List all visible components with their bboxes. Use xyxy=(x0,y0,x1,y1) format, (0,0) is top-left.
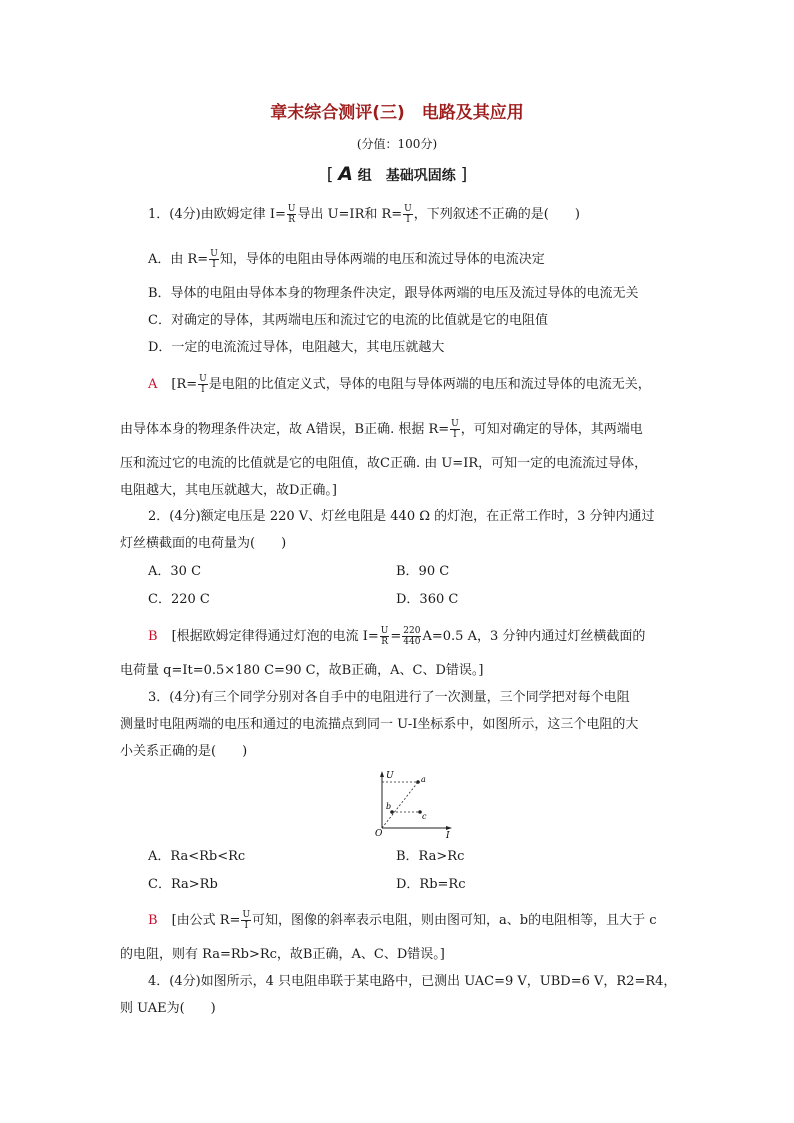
q3-explanation-line2: 的电阻，则有 Ra=Rb>Rc，故B正确，A、C、D错误。] xyxy=(120,947,445,962)
q3-option-d: D．Rb=Rc xyxy=(396,877,466,892)
point-b-label: b xyxy=(386,802,392,811)
fraction-u-over-r: $\frac{U}{R}$ xyxy=(287,204,296,225)
q3-option-c: C．Ra>Rb xyxy=(148,877,218,892)
section-heading xyxy=(0,163,794,185)
q2-stem-line2: 灯丝横截面的电荷量为( ) xyxy=(120,536,287,551)
q1-answer: A xyxy=(148,377,158,392)
q3-option-a: A．Ra<Rb<Rc xyxy=(148,849,246,864)
q2-explanation-line2: 电荷量 q=It=0.5×180 C=90 C，故B正确，A、C、D错误。] xyxy=(120,663,484,678)
fraction-u-over-i: $\frac{U}{I}$ xyxy=(451,419,459,440)
u-axis-label: U xyxy=(386,771,394,781)
q3-stem-line3: 小关系正确的是( ) xyxy=(120,744,248,759)
i-axis-label: I xyxy=(446,831,450,838)
q2-option-d: D．360 C xyxy=(396,592,459,607)
fraction-u-over-i: $\frac{U}{I}$ xyxy=(242,910,251,931)
q1-explanation-line3: 压和流过它的电流的比值就是它的电阻值，故C正确. 由 U=IR，可知一定的电流流过导体， xyxy=(120,456,648,471)
page-title: 章末综合测评(三) 电路及其应用 xyxy=(270,103,524,123)
ui-graph xyxy=(368,768,458,838)
q3-stem-line1: 3．(4分)有三个同学分别对各自手中的电阻进行了一次测量，三个同学把对每个电阻 xyxy=(148,690,630,705)
q1-explanation-line2: 由导体本身的物理条件决定，故 A错误，B正确. 根据 R= $\frac{U}{I}$ ，可知对确定的导体，其两端电 xyxy=(120,419,643,440)
q2-stem-line1: 2．(4分)额定电压是 220 V、灯丝电阻是 440 Ω 的灯泡，在正常工作时，3 分钟内通过 xyxy=(148,509,655,524)
q1-explanation-line1: A [R= $\frac{U}{I}$ 是电阻的比值定义式，导体的电阻与导体两端的电压和流过导体的电流无关， xyxy=(148,374,651,395)
u-axis-arrow xyxy=(380,771,384,777)
point-c-label: c xyxy=(422,812,427,821)
q3-explanation-line1: B [由公式 R= $\frac{U}{I}$ 可知，图像的斜率表示电阻，则由图可知，a、b的电阻相等，且大于 c xyxy=(148,910,657,931)
q1-option-b: B．导体的电阻由导体本身的物理条件决定，跟导体两端的电压及流过导体的电流无关 xyxy=(148,286,639,301)
origin-label: O xyxy=(375,829,383,838)
q2-option-b: B．90 C xyxy=(396,564,450,579)
q2-explanation-line1: B [根据欧姆定律得通过灯泡的电流 I= $\frac{U}{R}$ = $\frac{220}{440}$ A=0.5 A，3 分钟内通过灯丝横截面的 xyxy=(148,626,646,647)
section-label: 组 基础巩固练 xyxy=(357,168,456,184)
section-letter: A xyxy=(338,163,353,185)
section-bracket-close: ] xyxy=(460,165,468,185)
point-a xyxy=(416,780,420,784)
section-bracket-open: [ xyxy=(326,165,334,185)
fraction-u-over-i: $\frac{U}{I}$ xyxy=(404,204,412,225)
q1-option-a: A．由 R= $\frac{U}{I}$ 知，导体的电阻由导体两端的电压和流过导体的电流决定 xyxy=(148,249,545,270)
fraction-u-over-i: $\frac{U}{I}$ xyxy=(199,374,207,395)
score-label: (分值：100分) xyxy=(356,137,438,151)
q4-stem-line1: 4．(4分)如图所示，4 只电阻串联于某电路中，已测出 UAC=9 V，UBD=6 V，R2=R4， xyxy=(148,974,677,989)
q1-explanation-line4: 电阻越大，其电压就越大，故D正确。] xyxy=(120,483,337,498)
q3-stem-line2: 测量时电阻两端的电压和通过的电流描点到同一 U-I坐标系中，如图所示，这三个电阻的大 xyxy=(120,717,639,732)
fraction-220-over-440: $\frac{220}{440}$ xyxy=(403,626,421,647)
i-axis-arrow xyxy=(446,826,452,830)
q1-option-d: D．一定的电流流过导体，电阻越大，其电压就越大 xyxy=(148,340,445,355)
q2-option-a: A．30 C xyxy=(148,564,202,579)
q4-stem-line2: 则 UAE为( ) xyxy=(120,1001,216,1016)
q2-option-c: C．220 C xyxy=(148,592,210,607)
q1-option-c: C．对确定的导体，其两端电压和流过它的电流的比值就是它的电阻值 xyxy=(148,313,548,328)
point-a-label: a xyxy=(421,775,426,784)
q3-option-b: B．Ra>Rc xyxy=(396,849,465,864)
fraction-u-over-r: $\frac{U}{R}$ xyxy=(380,626,389,647)
q2-answer: B xyxy=(148,629,158,644)
q1-stem: 1．(4分)由欧姆定律 I= $\frac{U}{R}$ 导出 U=IR和 R= $\frac{U}{I}$ ，下列叙述不正确的是( ) xyxy=(148,204,580,225)
q3-answer: B xyxy=(148,913,158,928)
fraction-u-over-i: $\frac{U}{I}$ xyxy=(210,249,218,270)
